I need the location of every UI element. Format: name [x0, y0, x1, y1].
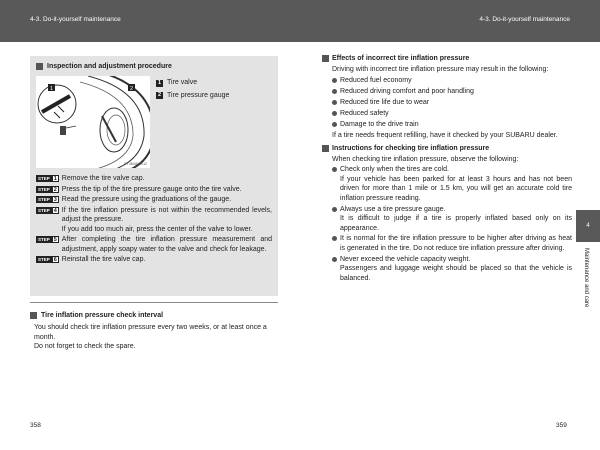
svg-text:2: 2 — [129, 86, 134, 93]
section-square-icon — [30, 312, 37, 319]
chapter-tab[interactable]: 4 — [576, 210, 600, 242]
bullet-icon — [332, 89, 337, 94]
effects-heading: Effects of incorrect tire inflation pressure — [322, 54, 572, 63]
step-badge: STEP 5 — [38, 237, 57, 244]
bullet-icon — [332, 236, 337, 241]
effects-outro: If a tire needs frequent refilling, have it checked by your SUBARU dealer. — [332, 132, 558, 140]
tire-gauge-illustration — [36, 76, 150, 168]
number-badge: 1 — [157, 79, 162, 86]
instructions-intro: When checking tire inflation pressure, observe the following: — [332, 155, 519, 163]
bullet-icon — [332, 207, 337, 212]
header-left-title: 4-3. Do-it-yourself maintenance — [30, 16, 121, 23]
bullet-icon — [332, 100, 337, 105]
step-item: STEP 4 If the tire inflation pressure is not within the recommended levels, adjust the pressure. If you add too much air, press the center of the valve to lower. — [38, 206, 272, 233]
step-badge: STEP 6 — [38, 256, 57, 263]
tire-illustration-icon — [36, 76, 150, 168]
inspection-heading: Inspection and adjustment procedure — [36, 62, 272, 71]
section-square-icon — [36, 63, 43, 70]
list-item: Check only when the tires are cold. If your vehicle has been parked for at least 3 hours and has not been driven for more than 1 mile or 1.5 km, you will get an accurate cold tire inflation pressure reading. — [332, 165, 572, 203]
list-item: It is normal for the tire inflation pressure to be higher after driving as heat is generated in the tire. Do not reduce tire inflation pressure after driving. — [332, 234, 572, 253]
check-interval-section — [30, 311, 278, 352]
bullet-icon — [332, 167, 337, 172]
page-number-right: 359 — [556, 422, 567, 429]
list-item: Always use a tire pressure gauge. It is difficult to judge if a tire is properly inflated based only on its appearance. — [332, 205, 572, 233]
bullet-icon — [332, 257, 337, 262]
figure-legend — [156, 76, 229, 168]
header-bar — [0, 0, 600, 42]
list-item: Reduced driving comfort and poor handling — [332, 87, 572, 96]
section-divider — [30, 302, 278, 303]
check-interval-body: You should check tire inflation pressure every two weeks, or at least once a month. Do not forget to check the spare. — [34, 324, 267, 351]
list-item: Reduced safety — [332, 109, 572, 118]
legend-item: 2 Tire pressure gauge — [157, 91, 230, 99]
effects-intro: Driving with incorrect tire inflation pressure may result in the following: — [332, 66, 549, 74]
step-item: STEP 3 Read the pressure using the graduations of the gauge. — [38, 196, 232, 204]
steps-list — [36, 174, 272, 264]
section-square-icon — [322, 145, 329, 152]
step-badge: STEP 4 — [38, 207, 57, 214]
number-badge: 2 — [157, 92, 162, 99]
list-item: Never exceed the vehicle capacity weight. Passengers and luggage weight should be placed so that the vehicle is balanced. — [332, 255, 572, 283]
right-page — [322, 54, 572, 285]
effects-list — [322, 76, 572, 129]
list-item: Damage to the drive train — [332, 120, 572, 129]
step-badge: STEP 1 — [38, 176, 57, 183]
step-badge: STEP 2 — [38, 186, 57, 193]
figure-code: CT4M4AW012 — [124, 161, 147, 166]
bullet-icon — [332, 78, 337, 83]
chapter-label: Maintenance and care — [583, 248, 590, 308]
bullet-icon — [332, 122, 337, 127]
legend-item: 1 Tire valve — [157, 79, 198, 87]
inspection-box — [30, 56, 278, 296]
list-item: Reduced fuel economy — [332, 76, 572, 85]
page-number-left: 358 — [30, 422, 41, 429]
step-item: STEP 5 After completing the tire inflation pressure measurement and adjustment, apply soapy water to the valve and check for leakage. — [38, 236, 272, 253]
step-item: STEP 6 Reinstall the tire valve cap. — [38, 255, 146, 263]
section-square-icon — [322, 55, 329, 62]
list-item: Reduced tire life due to wear — [332, 98, 572, 107]
check-interval-heading: Tire inflation pressure check interval — [30, 311, 278, 320]
svg-text:1: 1 — [49, 86, 54, 93]
bullet-icon — [332, 111, 337, 116]
instructions-list — [322, 165, 572, 283]
step-item: STEP 2 Press the tip of the tire pressure gauge onto the tire valve. — [38, 185, 242, 193]
step-badge: STEP 3 — [38, 197, 57, 204]
left-page — [30, 56, 278, 296]
step-item: STEP 1 Remove the tire valve cap. — [38, 175, 145, 183]
header-right-title: 4-3. Do-it-yourself maintenance — [479, 16, 570, 23]
instructions-heading: Instructions for checking tire inflation pressure — [322, 144, 572, 153]
